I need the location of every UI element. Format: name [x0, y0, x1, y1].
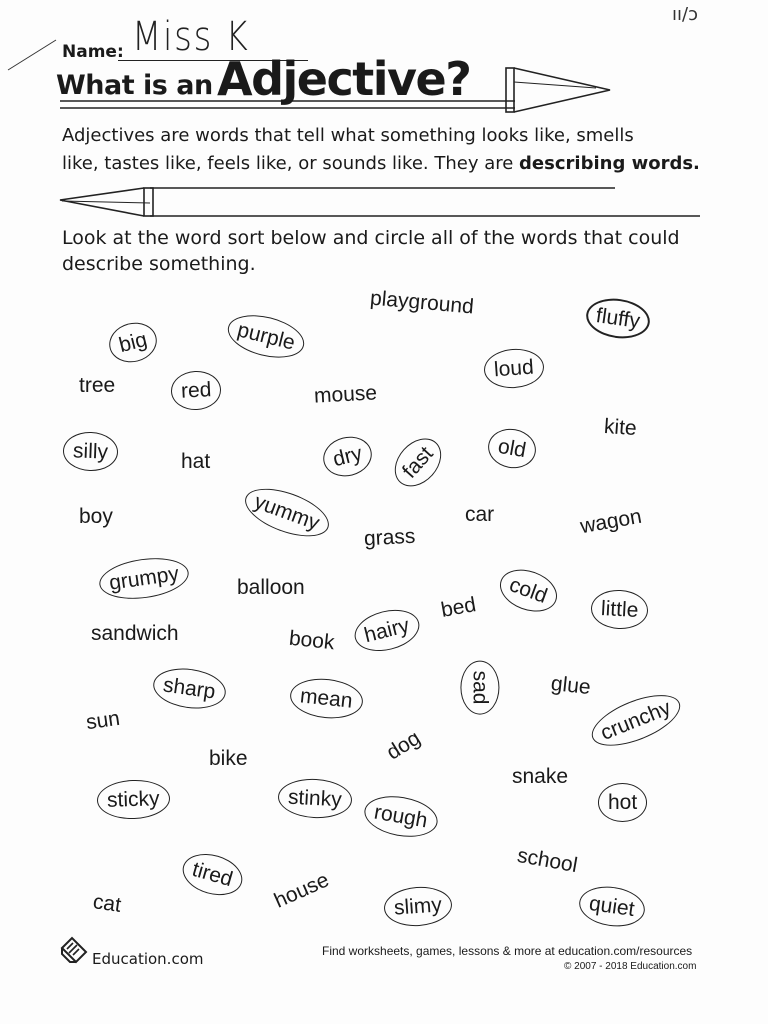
intro-emphasis: describing words. — [519, 153, 700, 174]
word-item[interactable]: crunchy — [597, 696, 675, 745]
intro-paragraph — [62, 122, 722, 178]
word-item[interactable]: sandwich — [91, 622, 179, 645]
word-item[interactable]: cold — [506, 573, 551, 608]
instruction-text: Look at the word sort below and circle all of the words that could describe something. — [62, 227, 680, 275]
word-item[interactable]: sad — [468, 670, 492, 705]
word-item[interactable]: sun — [84, 706, 122, 735]
intro-line-2: like, tastes like, feels like, or sounds like. They are — [62, 153, 520, 174]
word-item[interactable]: cat — [91, 890, 123, 917]
word-item[interactable]: snake — [512, 765, 569, 788]
word-item[interactable]: glue — [549, 671, 592, 700]
word-item[interactable]: tired — [189, 857, 236, 892]
word-item[interactable]: rough — [372, 800, 430, 833]
word-item[interactable]: red — [180, 378, 212, 403]
word-item[interactable]: car — [465, 503, 495, 526]
word-item[interactable]: grumpy — [107, 562, 181, 595]
corner-mark: ıı/ɔ — [672, 4, 698, 25]
education-logo-icon — [58, 934, 90, 966]
word-item[interactable]: dry — [330, 441, 365, 472]
word-item[interactable]: stinky — [287, 785, 343, 812]
word-item[interactable]: sticky — [106, 787, 160, 812]
word-item[interactable]: grass — [363, 524, 416, 551]
word-item[interactable]: hairy — [361, 613, 412, 648]
word-item[interactable]: little — [600, 597, 639, 622]
word-item[interactable]: mean — [298, 684, 354, 713]
word-item[interactable]: fast — [398, 442, 438, 483]
word-item[interactable]: silly — [72, 439, 109, 464]
word-item[interactable]: yummy — [251, 490, 323, 535]
word-item[interactable]: tree — [79, 374, 116, 397]
footer-brand[interactable]: Education.com — [92, 950, 204, 968]
word-item[interactable]: book — [287, 626, 336, 655]
footer-copyright: © 2007 - 2018 Education.com — [564, 961, 697, 972]
footer-resources[interactable]: Find worksheets, games, lessons & more at education.com/resources — [322, 944, 693, 958]
word-item[interactable]: slimy — [393, 893, 443, 920]
word-item[interactable]: bike — [209, 747, 248, 770]
word-item[interactable]: kite — [603, 414, 638, 441]
name-label: Name: — [62, 42, 124, 62]
word-item[interactable]: hat — [181, 450, 211, 473]
intro-line-1: Adjectives are words that tell what something looks like, smells — [62, 125, 634, 146]
word-item[interactable]: purple — [235, 318, 298, 355]
word-item[interactable]: house — [270, 868, 333, 913]
word-item[interactable]: hot — [608, 791, 638, 814]
word-item[interactable]: balloon — [237, 576, 305, 599]
word-item[interactable]: bed — [439, 593, 478, 622]
word-item[interactable]: loud — [493, 355, 535, 382]
word-item[interactable]: fluffy — [594, 304, 642, 333]
word-item[interactable]: boy — [79, 505, 113, 528]
word-item[interactable]: wagon — [578, 504, 644, 539]
word-item[interactable]: quiet — [587, 891, 636, 922]
word-item[interactable]: school — [515, 843, 580, 878]
word-item[interactable]: old — [496, 434, 528, 463]
word-item[interactable]: playground — [369, 286, 475, 319]
word-item[interactable]: dog — [382, 726, 425, 765]
title-lead: What is an — [56, 70, 213, 101]
word-item[interactable]: sharp — [161, 673, 217, 704]
name-value: Miss K — [132, 14, 250, 60]
title-adjective: Adjective? — [217, 52, 471, 106]
word-item[interactable]: big — [116, 327, 150, 358]
word-item[interactable]: mouse — [313, 381, 378, 408]
